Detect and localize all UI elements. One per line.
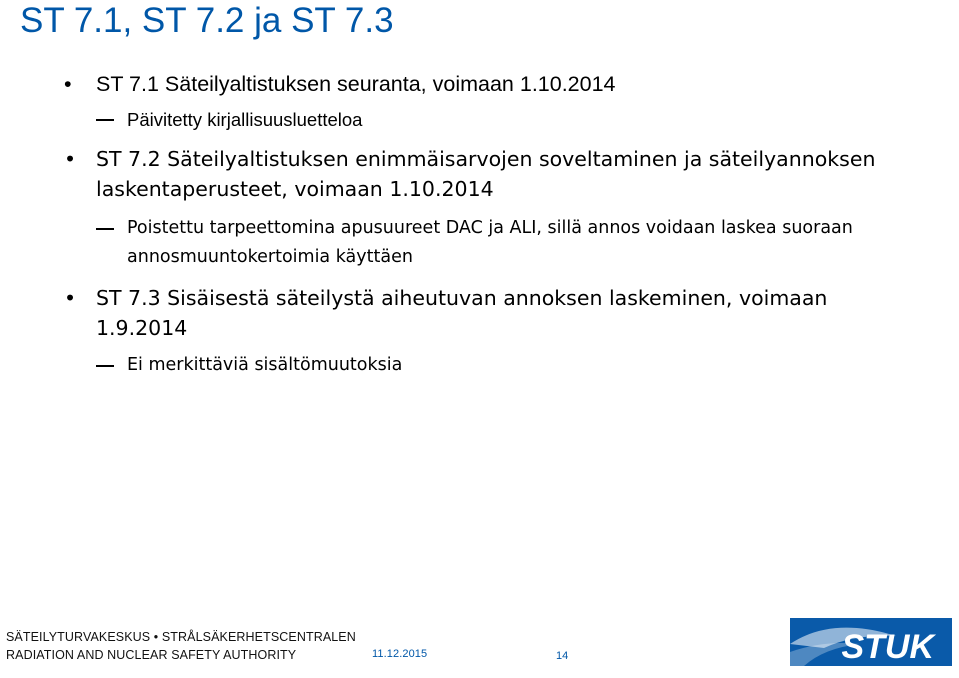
sub-item-st73 [96, 351, 876, 380]
footer-org-names [6, 630, 356, 644]
bullet-icon: • [64, 286, 77, 310]
sub-item-text: Poistettu tarpeettomina apusuureet DAC ja ALI, sillä annos voidaan laskea suoraan annosmuuntokertoimia käyttäen [127, 218, 853, 267]
footer-org-en: RADIATION AND NUCLEAR SAFETY AUTHORITY [6, 648, 297, 662]
sub-item-text: Ei merkittäviä sisältömuutoksia [127, 355, 403, 375]
footer-separator: • [153, 630, 159, 644]
sub-item-st72 [96, 214, 876, 272]
bullet-icon: • [64, 147, 77, 171]
slide-title: ST 7.1, ST 7.2 ja ST 7.3 [20, 1, 394, 40]
dash-icon [96, 365, 114, 367]
bullet-item-text: ST 7.2 Säteilyaltistuksen enimmäisarvojen soveltaminen ja säteilyannoksen laskentaperusteet, voimaan 1.10.2014 [96, 147, 876, 201]
sub-item-st71 [96, 105, 876, 134]
bullet-item-text: ST 7.3 Sisäisestä säteilystä aiheutuvan annoksen laskeminen, voimaan 1.9.2014 [96, 286, 828, 340]
stuk-logo-icon [784, 614, 954, 672]
bullet-item-st73 [60, 283, 900, 343]
bullet-icon: • [64, 72, 72, 96]
dash-icon [96, 119, 114, 121]
page-number: 14 [556, 650, 569, 662]
footer-date: 11.12.2015 [372, 648, 428, 660]
bullet-item-st71 [60, 69, 900, 99]
sub-item-text: Päivitetty kirjallisuusluetteloa [127, 109, 363, 130]
dash-icon [96, 228, 114, 230]
footer-org-sv: STRÅLSÄKERHETSCENTRALEN [161, 630, 356, 644]
logo-text: STUK [841, 628, 934, 666]
bullet-item-text: ST 7.1 Säteilyaltistuksen seuranta, voimaan 1.10.2014 [96, 72, 616, 96]
footer-org-fi: SÄTEILYTURVAKESKUS [6, 630, 151, 644]
bullet-item-st72 [60, 144, 900, 204]
